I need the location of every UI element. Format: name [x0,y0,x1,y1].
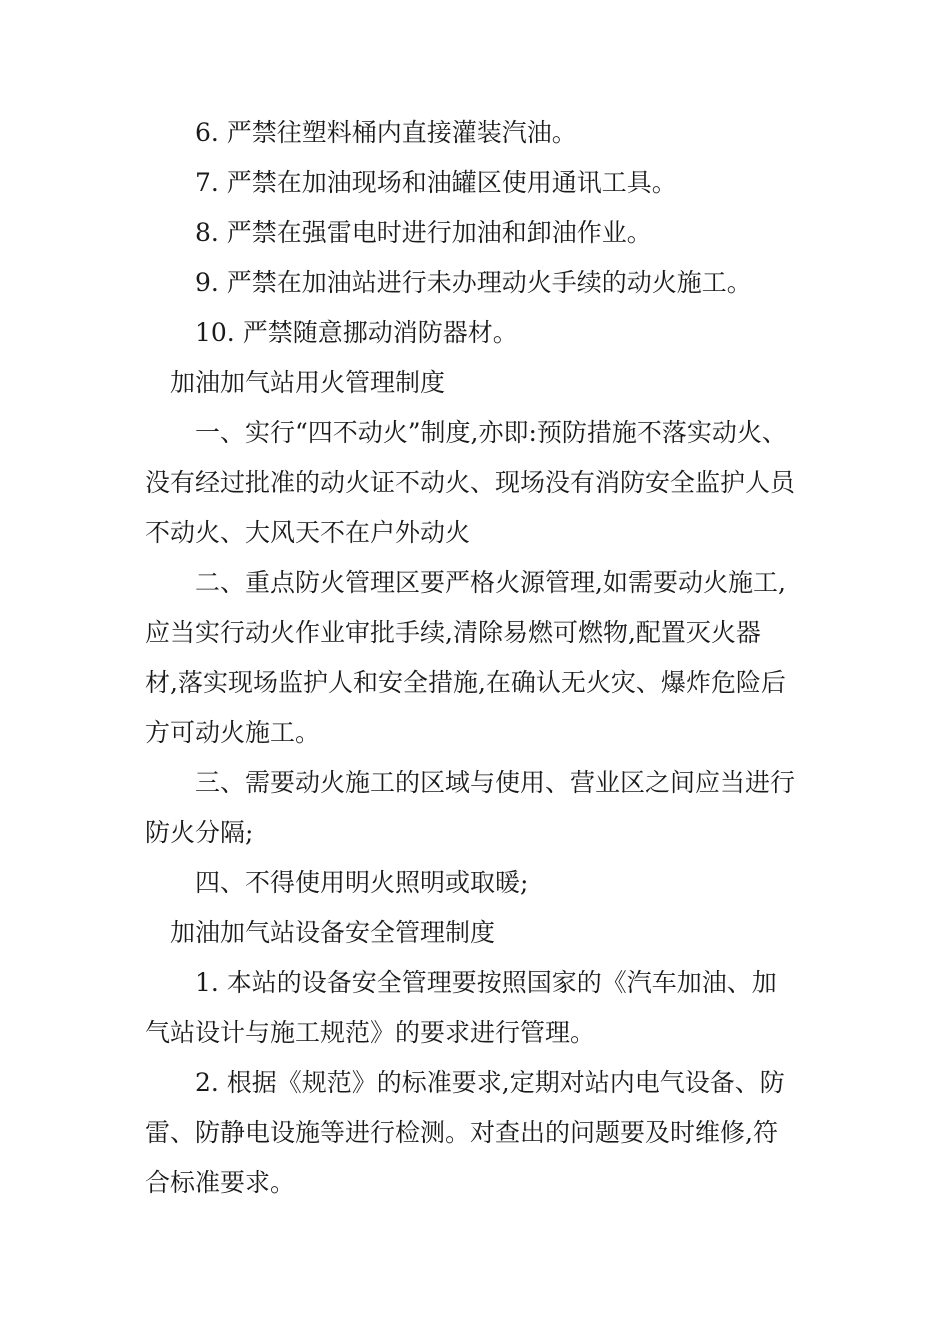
paragraph-line: 防火分隔; [145,818,254,847]
paragraph-line: 方可动火施工。 [145,718,321,747]
section-title-fire-management: 加油加气站用火管理制度 [170,368,446,397]
section-title-equipment-safety: 加油加气站设备安全管理制度 [170,918,496,947]
paragraph-line: 三、需要动火施工的区域与使用、营业区之间应当进行 [195,768,796,797]
list-item-7: 7. 严禁在加油现场和油罐区使用通讯工具。 [195,168,677,197]
list-item-8: 8. 严禁在强雷电时进行加油和卸油作业。 [195,218,652,247]
list-item-6: 6. 严禁往塑料桶内直接灌装汽油。 [195,118,577,147]
paragraph-line: 1. 本站的设备安全管理要按照国家的《汽车加油、加 [195,968,777,997]
paragraph-line: 2. 根据《规范》的标准要求,定期对站内电气设备、防 [195,1068,785,1097]
paragraph-line: 没有经过批准的动火证不动火、现场没有消防安全监护人员 [145,468,796,497]
paragraph-line: 合标准要求。 [145,1168,296,1197]
paragraph-line: 不动火、大风天不在户外动火 [145,518,471,547]
paragraph-line: 应当实行动火作业审批手续,清除易燃可燃物,配置灭火器 [145,618,761,647]
list-item-10: 10. 严禁随意挪动消防器材。 [195,318,518,347]
paragraph-line: 材,落实现场监护人和安全措施,在确认无火灾、爆炸危险后 [145,668,786,697]
paragraph-line: 四、不得使用明火照明或取暖; [195,868,529,897]
paragraph-line: 一、实行“四不动火”制度,亦即:预防措施不落实动火、 [195,418,787,447]
list-item-9: 9. 严禁在加油站进行未办理动火手续的动火施工。 [195,268,752,297]
paragraph-line: 气站设计与施工规范》的要求进行管理。 [145,1018,596,1047]
paragraph-line: 二、重点防火管理区要严格火源管理,如需要动火施工, [195,568,786,597]
paragraph-line: 雷、防静电设施等进行检测。对查出的问题要及时维修,符 [145,1118,778,1147]
